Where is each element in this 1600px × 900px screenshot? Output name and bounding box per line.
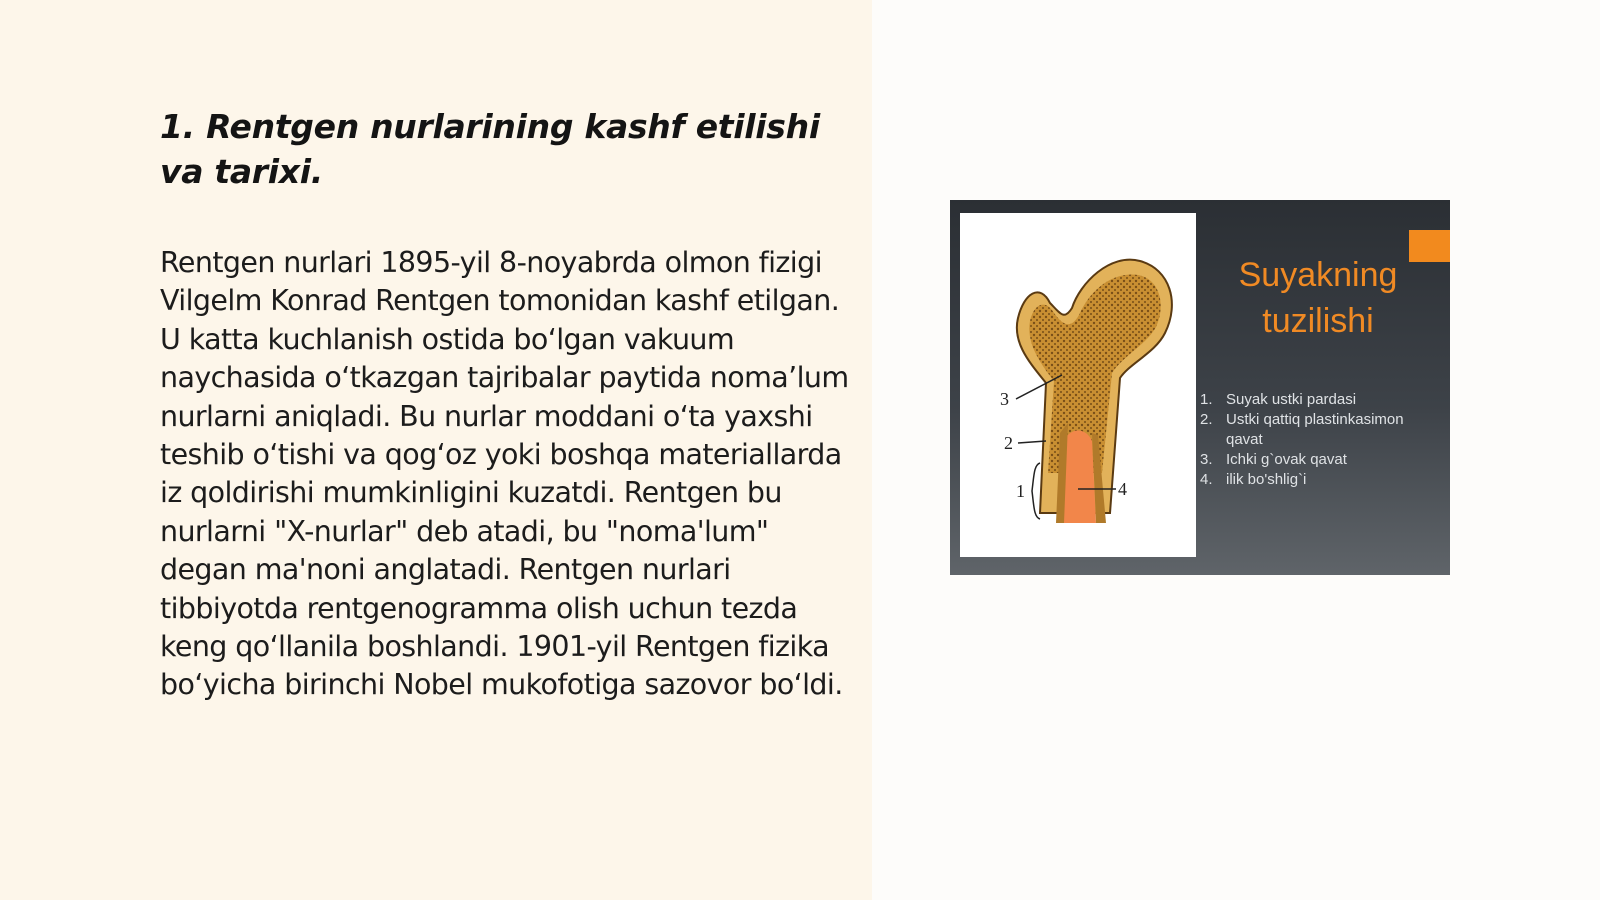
slide-body-text: Rentgen nurlari 1895-yil 8-noyabrda olmon fizigi Vilgelm Konrad Rentgen tomonidan kashf etilgan. U katta kuchlanish ostida bo‘lgan vakuum naychasida o‘tkazgan tajribalar paytida noma’lum nurlarni aniqladi. Bu nurlar moddani o‘ta yaxshi teshib o‘tishi va qog‘oz yoki boshqa materiallarda iz qoldirishi mumkinligini kuzatdi. Rentgen bu nurlarni "X-nurlar" deb atadi, bu "noma'lum" degan ma'noni anglatadi. Rentgen nurlari tibbiyotda rentgenogramma olish uchun tezda keng qo‘llanila boshlandi. 1901-yil Rentgen fizika bo‘yicha birinchi Nobel mukofotiga sazovor bo‘ldi. bbox=[160, 246, 849, 702]
bone-structure-figure bbox=[950, 200, 1450, 575]
accent-block bbox=[1412, 230, 1450, 262]
femur-diagram bbox=[960, 213, 1196, 557]
bone-layer-list bbox=[1200, 390, 1440, 490]
figure-title: Suyakning tuzilishi bbox=[1238, 256, 1398, 340]
label-1: 1 bbox=[1016, 481, 1025, 501]
slide-heading: 1. Rentgen nurlarining kashf etilishi va tarixi. bbox=[160, 107, 820, 191]
list-item: 4. ilik bo'shlig`i bbox=[1200, 471, 1307, 488]
bone-diagram-panel bbox=[960, 213, 1196, 557]
list-item: 2. Ustki qattiq plastinkasimon qavat bbox=[1200, 411, 1404, 448]
label-3: 3 bbox=[1000, 389, 1009, 409]
list-item: 3. Ichki g`ovak qavat bbox=[1200, 451, 1347, 468]
label-4: 4 bbox=[1118, 479, 1127, 499]
label-2: 2 bbox=[1004, 433, 1013, 453]
list-item: 1. Suyak ustki pardasi bbox=[1200, 391, 1357, 408]
